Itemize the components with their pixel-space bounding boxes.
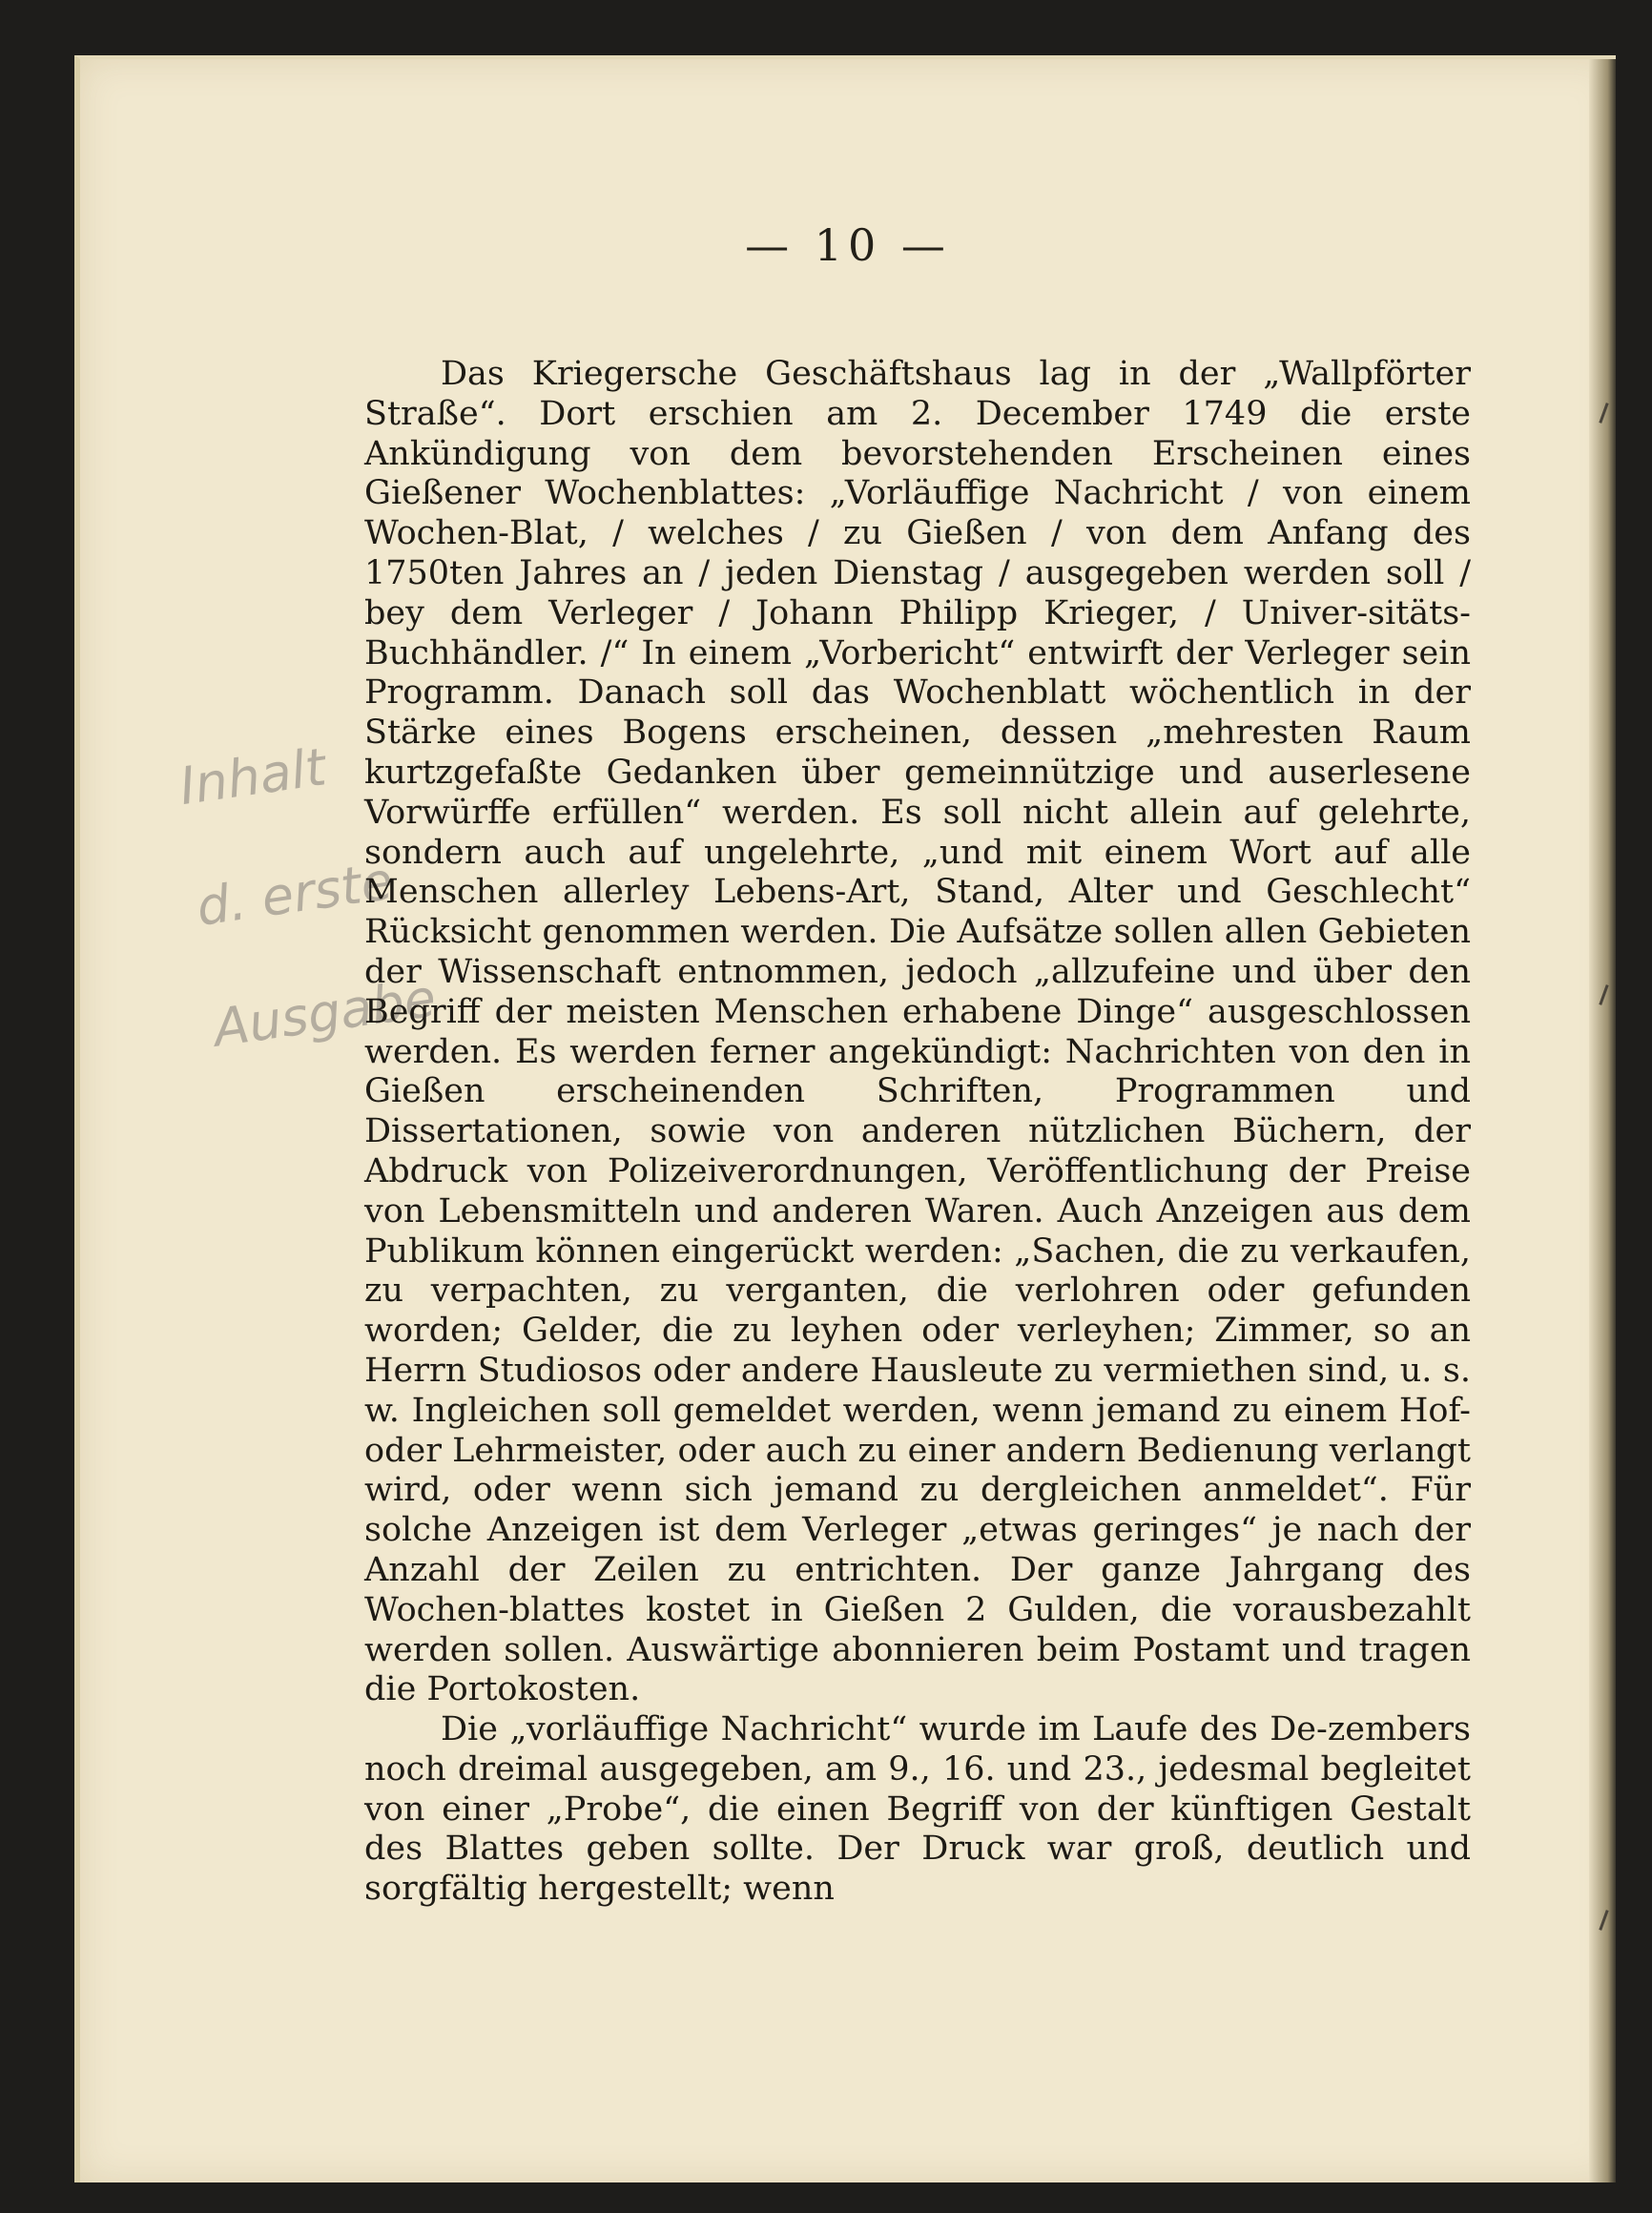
- paragraph: Das Kriegersche Geschäftshaus lag in der „Wallpförter Straße“. Dort erschien am 2. December 1749 die erste Ankündigung von dem bevorstehenden Erscheinen eines Gießener Wochenblattes: „Vorläuffige Nachricht / von einem Wochen-Blat, / welches / zu Gießen / von dem Anfang des 1750ten Jahres an / jeden Dienstag / ausgegeben werden soll / bey dem Verleger / Johann Philipp Krieger, / Univer-sitäts-Buchhändler. /“ In einem „Vorbericht“ entwirft der Verleger sein Programm. Danach soll das Wochenblatt wöchentlich in der Stärke eines Bogens erscheinen, dessen „mehresten Raum kurtzgefaßte Gedanken über gemeinnützige und auserlesene Vorwürffe erfüllen“ werden. Es soll nicht allein auf gelehrte, sondern auch auf ungelehrte, „und mit einem Wort auf alle Menschen allerley Lebens-Art, Stand, Alter und Geschlecht“ Rücksicht genommen werden. Die Aufsätze sollen allen Gebieten der Wissenschaft entnommen, jedoch „allzufeine und über den Begriff der meisten Menschen erhabene Dinge“ ausgeschlossen werden. Es werden ferner angekündigt: Nachrichten von den in Gießen erscheinenden Schriften, Programmen und Dissertationen, sowie von anderen nützlichen Büchern, der Abdruck von Polizeiverordnungen, Veröffentlichung der Preise von Lebensmitteln und anderen Waren. Auch Anzeigen aus dem Publikum können eingerückt werden: „Sachen, die zu verkaufen, zu verpachten, zu verganten, die verlohren oder gefunden worden; Gelder, die zu leyhen oder verleyhen; Zimmer, so an Herrn Studiosos oder andere Hausleute zu vermiethen sind, u. s. w. Ingleichen soll gemeldet werden, wenn jemand zu einem Hof- oder Lehrmeister, oder auch zu einer andern Bedienung verlangt wird, oder wenn sich jemand zu dergleichen anmeldet“. Für solche Anzeigen ist dem Verleger „etwas geringes“ je nach der Anzahl der Zeilen zu entrichten. Der ganze Jahrgang des Wochen-blattes kostet in Gießen 2 Gulden, die vorausbezahlt werden sollen. Auswärtige abonnieren beim Postamt und tragen die Portokosten.: [364, 355, 1471, 1709]
- page-number: — 10 —: [745, 219, 951, 271]
- margin-note-line-2: d. erste: [193, 850, 397, 938]
- margin-note-line-1: Inhalt: [176, 736, 330, 817]
- body-text: [364, 355, 1471, 1910]
- paragraph: Die „vorläuffige Nachricht“ wurde im Laufe des De-zembers noch dreimal ausgegeben, am 9., 16. und 23., jedesmal begleitet von einer „Probe“, die einen Begriff von der künftigen Gestalt des Blattes geben sollte. Der Druck war groß, deutlich und sorgfältig hergestellt; wenn: [364, 1710, 1471, 1909]
- book-page: [74, 55, 1616, 2182]
- margin-note-line-3: Ausgabe: [210, 967, 440, 1059]
- page-gutter-shadow: [1589, 59, 1616, 2182]
